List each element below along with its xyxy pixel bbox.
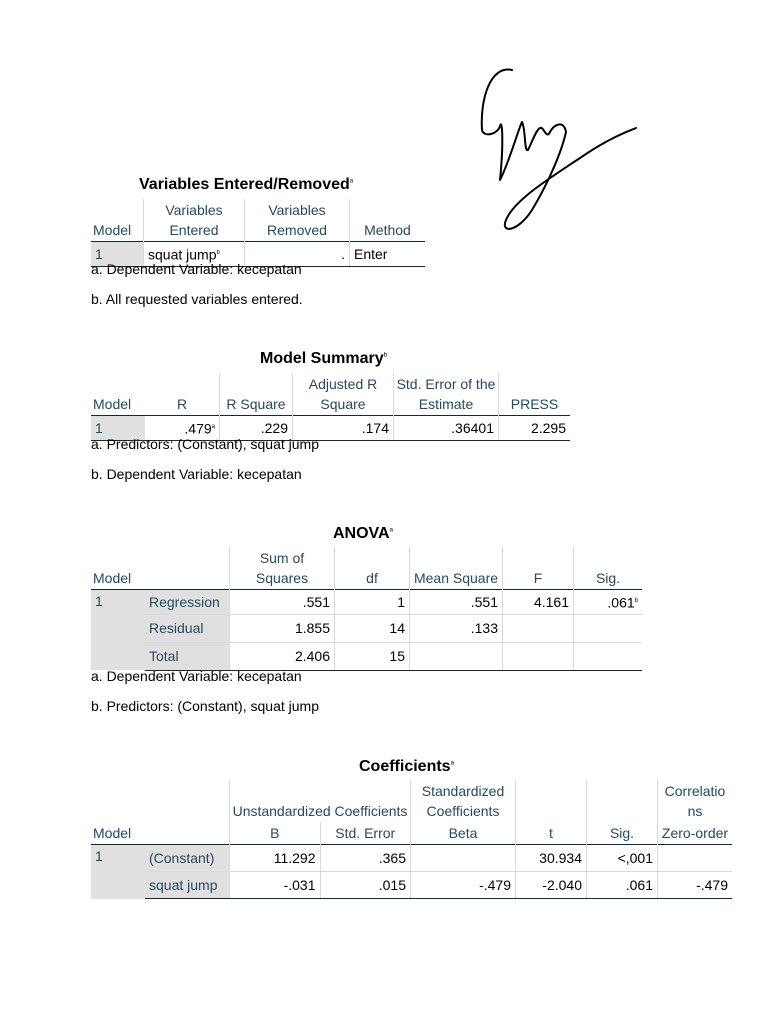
zero-order-value: -.479 <box>658 872 733 899</box>
footnote: a. Dependent Variable: kecepatan <box>91 261 302 277</box>
footnote: a. Predictors: (Constant), squat jump <box>91 436 319 452</box>
col-press: PRESS <box>510 396 559 412</box>
b-value: -.031 <box>230 872 321 899</box>
col-model-spacer <box>91 780 145 822</box>
f-value: 4.161 <box>503 590 574 615</box>
model-summary-title: Model Summary$^b$ <box>260 350 387 367</box>
std-error-value: .015 <box>320 872 411 899</box>
col-r: R <box>145 373 220 416</box>
table-row <box>91 590 642 615</box>
col-mean-square: Mean Square <box>410 547 503 590</box>
mean-square-value: .133 <box>410 614 503 642</box>
model-summary-table <box>91 373 570 441</box>
beta-value <box>411 845 516 872</box>
sig-value: .061 <box>587 872 658 899</box>
col-row-label-spacer <box>145 780 230 822</box>
col-sum-of-squares: Sum of Squares <box>230 547 335 590</box>
coefficients-title: Coefficients$^a$ <box>359 758 454 775</box>
row-label: (Constant) <box>145 845 230 872</box>
model-number: 1 <box>91 242 144 267</box>
sig-value <box>574 614 643 642</box>
sum-of-squares-value: 1.855 <box>230 614 335 642</box>
t-value: -2.040 <box>516 872 587 899</box>
col-sig-spacer <box>587 780 658 822</box>
adjusted-r-square-value: .174 <box>293 416 394 441</box>
col-b: B <box>230 822 321 845</box>
mean-square-value <box>410 642 503 670</box>
row-label: squat jump <box>145 872 230 899</box>
footnote: b. Predictors: (Constant), squat jump <box>91 698 319 714</box>
col-group-standardized: Standardized Coefficients <box>411 780 516 822</box>
b-value: 11.292 <box>230 845 321 872</box>
col-adjusted-r-square: Adjusted R Square <box>293 373 394 416</box>
col-model: Model <box>93 570 132 586</box>
footnote: b. Dependent Variable: kecepatan <box>91 466 302 482</box>
model-number: 1 <box>91 845 145 899</box>
col-method: Method <box>364 222 411 238</box>
col-r-square: R Square <box>220 373 293 416</box>
col-row-label <box>145 547 230 590</box>
col-t: t <box>516 822 587 845</box>
table-row <box>91 642 642 670</box>
table-row <box>91 872 732 899</box>
col-df: df <box>335 547 410 590</box>
r-value: .479$^a$ <box>145 416 220 441</box>
zero-order-value <box>658 845 733 872</box>
col-sig: Sig. <box>587 822 658 845</box>
col-group-correlations: Correlatio ns <box>664 783 726 819</box>
col-row-label <box>145 822 230 845</box>
f-value <box>503 642 574 670</box>
col-group-unstandardized: Unstandardized Coefficients <box>230 780 411 822</box>
press-value: 2.295 <box>499 416 571 441</box>
f-value <box>503 614 574 642</box>
sig-value <box>574 642 643 670</box>
std-error-value: .36401 <box>394 416 499 441</box>
std-error-value: .365 <box>320 845 411 872</box>
table-row <box>91 614 642 642</box>
variables-removed-value: . <box>245 242 350 267</box>
sig-value: .061$^b$ <box>574 590 643 615</box>
variables-entered-value: squat jump$^b$ <box>144 242 245 267</box>
anova-title: ANOVA$^a$ <box>333 525 393 542</box>
mean-square-value: .551 <box>410 590 503 615</box>
col-variables-removed: Variables Removed <box>245 199 350 242</box>
col-zero-order: Zero-order <box>661 825 729 841</box>
t-value: 30.934 <box>516 845 587 872</box>
df-value: 14 <box>335 614 410 642</box>
sig-value: <,001 <box>587 845 658 872</box>
model-number: 1 <box>91 416 145 441</box>
df-value: 1 <box>335 590 410 615</box>
col-t-spacer <box>516 780 587 822</box>
footnote: a. Dependent Variable: kecepatan <box>91 668 302 684</box>
method-value: Enter <box>350 242 426 267</box>
col-sig: Sig. <box>595 570 621 586</box>
model-number: 1 <box>91 590 145 671</box>
handwritten-signature <box>470 60 650 240</box>
row-label: Residual <box>145 614 230 642</box>
col-std-error-estimate: Std. Error of the Estimate <box>394 373 499 416</box>
col-f: F <box>503 547 574 590</box>
variables-entered-table <box>91 199 425 267</box>
col-std-error: Std. Error <box>320 822 411 845</box>
table-row <box>91 845 732 872</box>
coefficients-table <box>91 780 732 899</box>
sum-of-squares-value: .551 <box>230 590 335 615</box>
col-model: Model <box>91 199 144 242</box>
col-model: Model <box>93 825 132 841</box>
col-variables-entered: Variables Entered <box>144 199 245 242</box>
sum-of-squares-value: 2.406 <box>230 642 335 670</box>
r-square-value: .229 <box>220 416 293 441</box>
anova-table <box>91 547 642 671</box>
col-beta: Beta <box>411 822 516 845</box>
df-value: 15 <box>335 642 410 670</box>
row-label: Regression <box>145 590 230 615</box>
beta-value: -.479 <box>411 872 516 899</box>
footnote: b. All requested variables entered. <box>91 291 303 307</box>
col-model: Model <box>93 396 132 412</box>
row-label: Total <box>145 642 230 670</box>
variables-entered-title: Variables Entered/Removed$^a$ <box>139 176 354 193</box>
